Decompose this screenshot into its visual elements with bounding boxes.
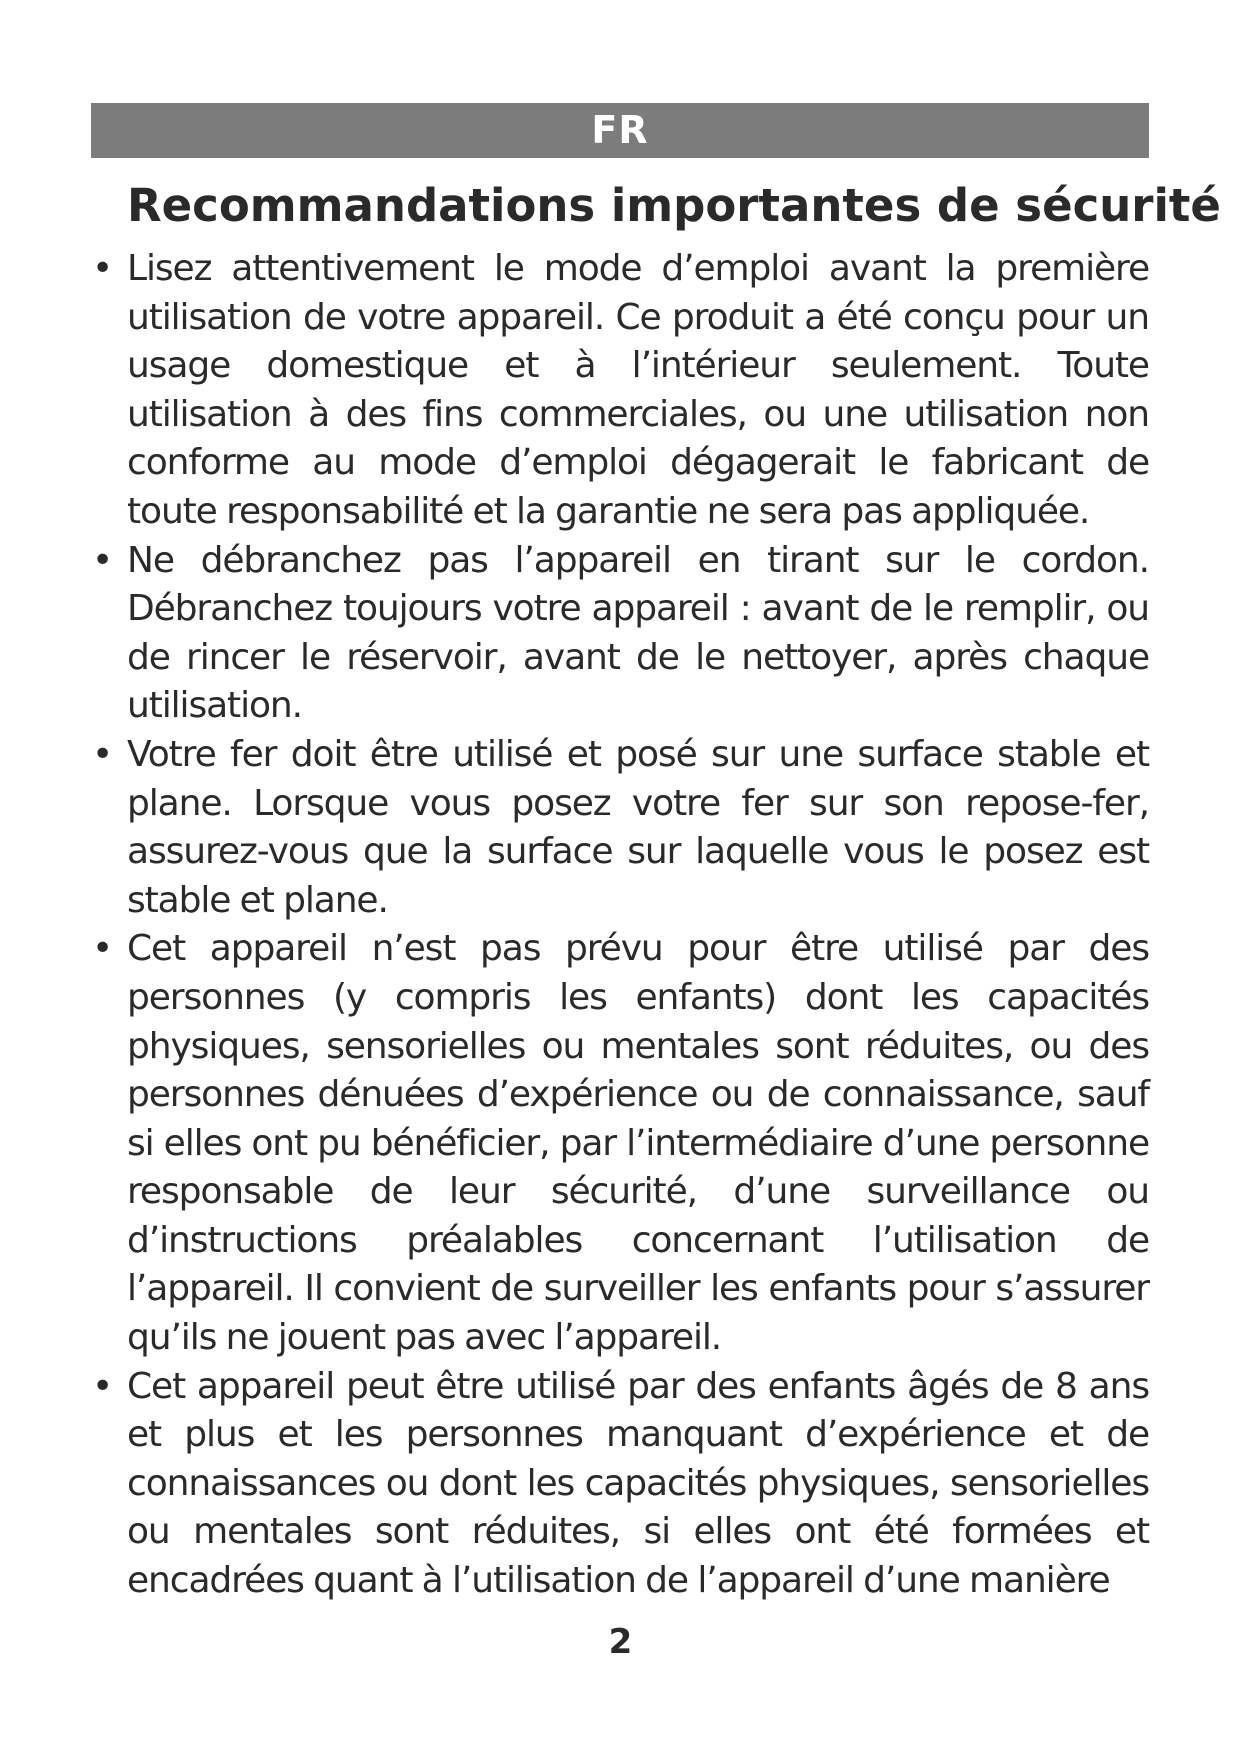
safety-recommendations-list [0, 245, 1241, 1606]
list-item-text: Ne débranchez pas l’appareil en tirant sur le cordon. Débranchez toujours votre appareil : avant de le remplir, ou de rincer le réservoir, avant de le nettoyer, après chaque utilisation. [127, 539, 1149, 727]
bullet-icon: • [92, 1365, 114, 1407]
bullet-icon: • [92, 733, 114, 775]
list-item [0, 925, 1149, 1362]
language-header-bar [91, 103, 1149, 158]
list-item [0, 245, 1149, 537]
bullet-icon: • [92, 928, 114, 970]
list-item-text: Votre fer doit être utilisé et posé sur une surface stable et plane. Lorsque vous posez votre fer sur son repose-fer, assurez-vous que la surface sur laquelle vous le posez est stable et plane. [127, 733, 1149, 921]
list-item-text: Lisez attentivement le mode d’emploi avant la première utilisation de votre appareil. Ce produit a été conçu pour un usage domestique et à l’intérieur seulement. Toute utilisation à des fins commerciales, ou une utilisation non conforme au mode d’emploi dégagerait le fabricant de toute responsabilité et la garantie ne sera pas appliquée. [127, 248, 1149, 532]
page-number: 2 [608, 1622, 633, 1662]
language-code: FR [591, 108, 649, 152]
list-item [0, 731, 1149, 925]
page-title: Recommandations importantes de sécurité [127, 179, 1221, 232]
list-item-text: Cet appareil n’est pas prévu pour être utilisé par des personnes (y compris les enfants) dont les capacités physiques, sensorielles ou mentales sont réduites, ou des personnes dénuées d’expérience ou de connaissance, sauf si elles ont pu bénéficier, par l’intermédiaire d’une personne responsable de leur sécurité, d’une surveillance ou d’instructions préalables concernant l’utilisation de l’appareil. Il convient de surveiller les enfants pour s’assurer qu’ils ne jouent pas avec l’appareil. [127, 928, 1149, 1359]
bullet-icon: • [92, 248, 114, 289]
list-item-text: Cet appareil peut être utilisé par des enfants âgés de 8 ans et plus et les personnes manquant d’expérience et de connaissances ou dont les capacités physiques, sensorielles ou mentales sont réduites, si elles ont été formées et encadrées quant à l’utilisation de l’appareil d’une manière [127, 1365, 1149, 1602]
bullet-icon: • [92, 539, 114, 581]
list-item [0, 537, 1149, 731]
list-item [0, 1363, 1149, 1606]
